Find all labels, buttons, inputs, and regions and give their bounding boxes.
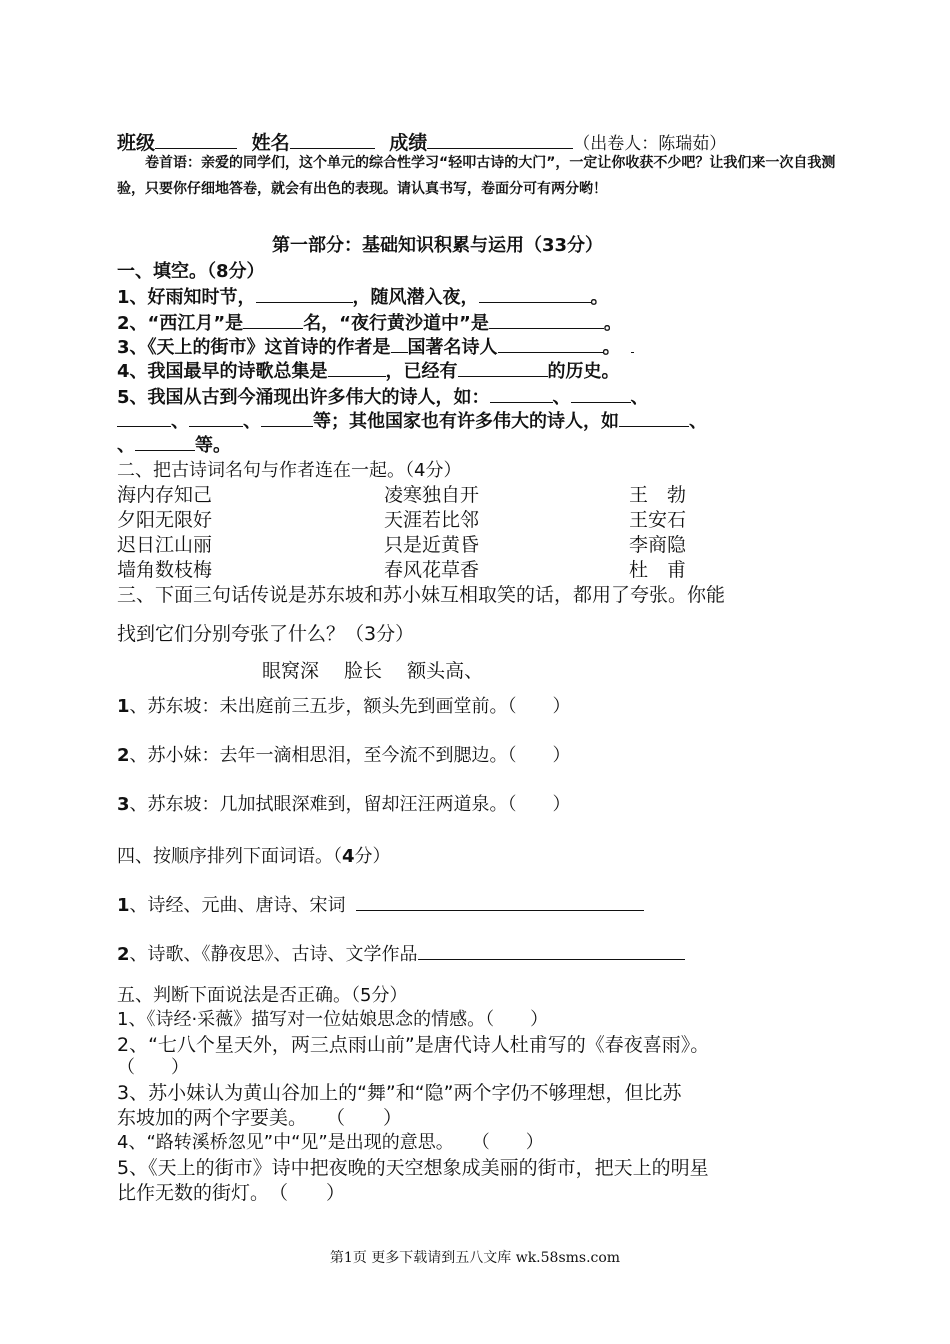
blank (458, 359, 548, 377)
s3-q3-text: 、苏东坡：几加拭眼深难到，留却汪汪两道泉。（ ） (129, 794, 571, 815)
s1-q5-text-c: 等。 (195, 435, 231, 456)
s1-q4-text-b: ，已经有 (385, 361, 458, 382)
s1-q5-line2 (117, 407, 707, 433)
s2-col1-item: 墙角数枝梅 (117, 559, 213, 581)
s3-q3 (117, 790, 571, 816)
s3-q2 (117, 741, 571, 767)
s4-title (117, 842, 391, 868)
s5-q5-line2: 比作无数的街灯。 （ ） (117, 1182, 346, 1204)
s2-col3-item: 李商隐 (629, 534, 687, 556)
blank (328, 359, 386, 377)
s1-q4-text-c: 的历史。 (547, 361, 620, 382)
blank (479, 285, 591, 303)
blank (117, 409, 171, 427)
page-footer: 第1页 更多下载请到五八文库 wk.58sms.com (329, 1250, 621, 1266)
s1-q4 (117, 357, 620, 383)
blank (391, 335, 408, 353)
part1-title: 第一部分：基础知识积累与运用（33分） (272, 235, 604, 256)
s1-q3-text-a: 3、《天上的街市》这首诗的作者是 (117, 337, 391, 358)
score-label: 成绩 (389, 132, 428, 154)
s1-q2 (117, 309, 622, 335)
s4-q1-text: 、诗经、元曲、唐诗、宋词 (129, 895, 346, 916)
s2-title: 二、把古诗词名句与作者连在一起。（4分） (117, 460, 462, 481)
s1-q2-text-b: 名，“夜行黄沙道中”是 (303, 313, 489, 334)
s4-q1 (117, 891, 644, 917)
s1-q2-text-c: 。 (603, 313, 622, 334)
s1-q1-text-b: ，随风潜入夜， (352, 287, 479, 308)
s3-q1 (117, 692, 571, 718)
answer-blank[interactable] (356, 893, 644, 911)
s2-col3-item: 王 勃 (629, 484, 687, 506)
s1-q2-text-a: 2、“西江月”是 (117, 313, 244, 334)
name-blank (290, 130, 375, 149)
s5-q3-line2: 东坡加的两个字要美。 （ ） (117, 1107, 403, 1129)
blank (489, 311, 604, 329)
blank (135, 433, 195, 451)
s4-title-a: 四、按顺序排列下面词语。（ (117, 846, 342, 867)
s2-col2-item: 凌寒独自开 (384, 484, 480, 506)
s5-q2-line1: 2、“七八个星天外，两三点雨山前”是唐代诗人杜甫写的《春夜喜雨》。 (117, 1034, 710, 1056)
s4-title-c: 分） (354, 846, 391, 867)
s2-col3-item: 王安石 (629, 509, 687, 531)
s1-q1-text-c: 。 (590, 287, 609, 308)
q-number: 3 (117, 794, 130, 815)
s2-col3-item: 杜 甫 (629, 559, 687, 581)
s2-col2-item: 天涯若比邻 (384, 509, 480, 531)
sep: 、 (630, 387, 649, 408)
name-label: 姓名 (251, 132, 290, 154)
blank (256, 285, 353, 303)
blank (631, 352, 634, 353)
s1-q4-text-a: 4、我国最早的诗歌总集是 (117, 361, 328, 382)
blank (490, 385, 553, 403)
q-number: 1 (117, 895, 130, 916)
s1-q3-text-c: 。 (602, 337, 621, 358)
s1-q5-line1 (117, 383, 649, 409)
s2-col1-item: 夕阳无限好 (117, 509, 213, 531)
s1-title: 一、填空。（8分） (117, 261, 265, 282)
s1-q5-text-a: 5、我国从古到今涌现出许多伟大的诗人，如： (117, 387, 490, 408)
blank (189, 409, 243, 427)
author-note: （出卷人：陈瑞茹） (573, 134, 727, 154)
blank (498, 335, 603, 353)
s2-col2-item: 春风花草香 (384, 559, 480, 581)
s1-q5-line3 (117, 431, 231, 457)
s3-q1-text: 、苏东坡：未出庭前三五步，额头先到画堂前。（ ） (129, 696, 571, 717)
s5-q1: 1、《诗经·采薇》描写对一位姑娘思念的情感。（ ） (117, 1009, 549, 1030)
blank (243, 311, 303, 329)
sep: 、 (243, 411, 261, 432)
sep: 、 (171, 411, 189, 432)
q-number: 2 (117, 944, 130, 965)
s2-col1-item: 海内存知己 (117, 484, 213, 506)
s3-options: 眼窝深 脸长 额头高、 (262, 660, 484, 682)
class-label: 班级 (117, 132, 156, 154)
s3-title-line1: 三、下面三句话传说是苏东坡和苏小妹互相取笑的话，都用了夸张。你能 (117, 584, 726, 606)
s1-q1-text-a: 1、好雨知时节， (117, 287, 256, 308)
q-number: 1 (117, 696, 130, 717)
s4-title-b: 4 (342, 846, 355, 867)
s4-q2 (117, 940, 685, 966)
s5-title: 五、判断下面说法是否正确。（5分） (117, 985, 408, 1006)
answer-blank[interactable] (418, 942, 685, 960)
s5-q2-line2: （ ） (117, 1057, 189, 1078)
s5-q4: 4、“路转溪桥忽见”中“见”是出现的意思。 （ ） (117, 1132, 544, 1153)
sep: 、 (552, 387, 571, 408)
s1-q1 (117, 283, 609, 309)
class-blank (155, 130, 237, 149)
sep: 、 (689, 411, 707, 432)
s5-q3-line1: 3、苏小妹认为黄山谷加上的“舞”和“隐”两个字仍不够理想，但比苏 (117, 1082, 682, 1104)
blank (261, 409, 313, 427)
s1-q3-text-b: 国著名诗人 (407, 337, 498, 358)
s1-q5-text-b: 等；其他国家也有许多伟大的诗人，如 (313, 411, 619, 432)
s2-col1-item: 迟日江山丽 (117, 534, 213, 556)
blank (619, 409, 689, 427)
s3-q2-text: 、苏小妹：去年一滴相思泪，至今流不到腮边。（ ） (129, 745, 571, 766)
intro-paragraph: 卷首语：亲爱的同学们，这个单元的综合性学习“轻叩古诗的大门”，一定让你收获不少吧？让我们来一次自我测验，只要你仔细地答卷，就会有出色的表现。请认真书写，卷面分可有两分哟！ (117, 155, 836, 197)
score-blank (427, 130, 573, 149)
s5-q5-line1: 5、《天上的街市》诗中把夜晚的天空想象成美丽的街市，把天上的明星 (117, 1157, 709, 1179)
s3-title-line2: 找到它们分别夸张了什么？（3分） (117, 623, 415, 645)
q-number: 2 (117, 745, 130, 766)
blank (571, 385, 631, 403)
s4-q2-text: 、诗歌、《静夜思》、古诗、文学作品 (129, 944, 418, 965)
sep: 、 (117, 435, 135, 456)
s2-col2-item: 只是近黄昏 (384, 534, 480, 556)
s1-q3 (117, 333, 634, 359)
